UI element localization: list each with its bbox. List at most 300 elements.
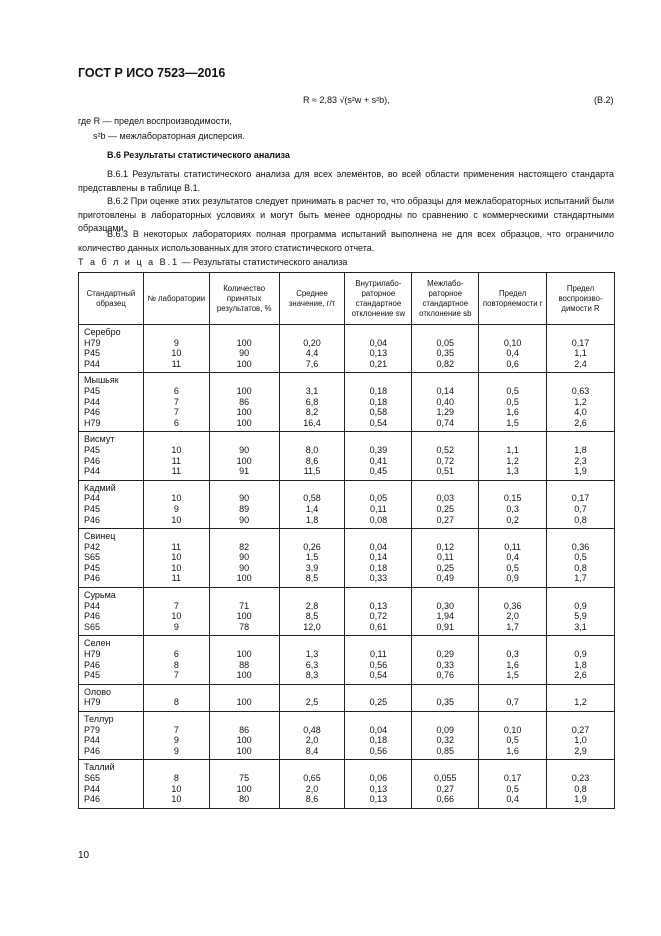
- value-cell: [412, 325, 479, 373]
- spacer: [412, 687, 478, 698]
- sample-code: P45: [84, 385, 101, 396]
- spacer: [547, 434, 614, 445]
- table-group-row: [79, 373, 615, 432]
- value-cell: [547, 588, 615, 636]
- spacer: [210, 638, 279, 649]
- cell-value: 100: [236, 735, 252, 746]
- cell-value: 91: [239, 466, 250, 477]
- spacer: [479, 687, 546, 698]
- cell-value: 100: [236, 417, 252, 428]
- sample-code: S65: [84, 552, 101, 563]
- spacer: [345, 375, 411, 386]
- value-cell: [345, 373, 412, 432]
- spacer: [210, 687, 279, 698]
- cell-value: 89: [239, 503, 250, 514]
- spacer: [345, 531, 411, 542]
- cell-value: 11: [171, 455, 181, 466]
- spacer: [412, 434, 478, 445]
- cell-lines: [280, 712, 345, 759]
- cell-value: 5,9: [574, 611, 587, 622]
- paragraph-b62: В.6.2 При оценке этих результатов следует принимать в расчет то, что образцы для межлабораторных испытаний были приготовлены в лабораторных условиях и могут быть менее однородны по сравнению с коммерческими стандартными образцами.: [78, 196, 614, 233]
- cell-lines: [547, 636, 614, 683]
- cell-lines: [280, 529, 345, 587]
- element-name: Серебро: [84, 327, 121, 337]
- cell-lines: [144, 760, 209, 807]
- table-header-row: [79, 273, 615, 325]
- cell-value: 0,055: [434, 772, 457, 783]
- cell-value: 0,27: [571, 724, 590, 735]
- cell-value: 10: [171, 552, 182, 563]
- value-cell: [209, 325, 279, 373]
- sample-code: P46: [84, 455, 101, 466]
- spacer: [479, 434, 546, 445]
- cell-value: 2,0: [305, 735, 319, 746]
- cell-value: 0,4: [506, 348, 519, 359]
- value-cell: [143, 760, 209, 808]
- value-cell: [547, 325, 615, 373]
- cell-lines: [412, 760, 478, 807]
- cell-value: 2,6: [574, 670, 587, 681]
- table-caption-label: Т а б л и ц а В.1: [78, 257, 180, 267]
- cell-lines: [144, 481, 209, 528]
- spacer: [547, 531, 614, 542]
- cell-value: 7: [173, 670, 179, 681]
- cell-lines: [345, 325, 411, 372]
- cell-lines: [479, 481, 546, 528]
- value-cell: [143, 325, 209, 373]
- cell-value: 16,4: [303, 417, 321, 428]
- sample-cell: [79, 325, 144, 373]
- cell-value: 0,74: [436, 417, 455, 428]
- value-cell: [412, 684, 479, 711]
- cell-lines: [280, 636, 345, 683]
- sample-code: P79: [84, 724, 101, 735]
- table-group-row: [79, 432, 615, 480]
- cell-value: 0,5: [506, 735, 519, 746]
- cell-value: 2,3: [574, 455, 587, 466]
- cell-value: 2,8: [305, 600, 319, 611]
- cell-value: 0,61: [369, 621, 388, 632]
- cell-lines: [479, 529, 546, 587]
- value-cell: [479, 529, 547, 588]
- cell-value: 0,91: [436, 621, 455, 632]
- cell-value: 0,85: [436, 745, 455, 756]
- sample-code: P44: [84, 600, 101, 611]
- cell-lines: [144, 432, 209, 479]
- value-cell: [412, 636, 479, 684]
- sample-cell: [79, 432, 144, 480]
- cell-value: 4,0: [574, 407, 587, 418]
- cell-value: 0,27: [436, 514, 455, 525]
- spacer: [547, 714, 614, 725]
- cell-value: 12,0: [303, 621, 321, 632]
- spacer: [280, 327, 345, 338]
- value-cell: [345, 325, 412, 373]
- cell-value: 3,9: [305, 562, 319, 573]
- cell-value: 0,04: [369, 724, 388, 735]
- cell-value: 100: [236, 697, 252, 708]
- table-body: [79, 325, 615, 809]
- value-cell: [209, 588, 279, 636]
- sample-cell: [79, 588, 144, 636]
- spacer: [479, 714, 546, 725]
- cell-value: 100: [236, 407, 252, 418]
- value-cell: [345, 636, 412, 684]
- cell-value: 0,11: [369, 649, 387, 660]
- value-cell: [547, 760, 615, 808]
- spacer: [210, 762, 279, 773]
- element-name: Олово: [84, 686, 111, 697]
- value-cell: [209, 636, 279, 684]
- header-within-lab-sd: Внутрилабораторное стандартное отклонение sw: [345, 273, 412, 325]
- sample-code: P45: [84, 562, 101, 573]
- cell-value: 0,17: [571, 493, 590, 504]
- cell-value: 0,58: [303, 493, 321, 504]
- cell-lines: [412, 373, 478, 431]
- cell-lines: [547, 529, 614, 587]
- cell-value: 0,5: [506, 385, 519, 396]
- cell-lines: [345, 373, 411, 431]
- header-mean: Среднее значение, г/т: [279, 273, 345, 325]
- cell-value: 1,2: [574, 396, 587, 407]
- cell-lines: [280, 588, 345, 635]
- cell-value: 0,23: [571, 772, 590, 783]
- cell-lines: [479, 685, 546, 711]
- spacer: [412, 590, 478, 601]
- spacer: [280, 714, 345, 725]
- cell-lines: [547, 712, 614, 759]
- value-cell: [345, 432, 412, 480]
- cell-value: 10: [171, 444, 182, 455]
- sample-code: P42: [84, 541, 101, 552]
- table-group-row: [79, 712, 615, 760]
- value-cell: [345, 480, 412, 528]
- cell-value: 1,5: [305, 552, 319, 563]
- cell-value: 0,09: [436, 724, 455, 735]
- cell-value: 0,8: [574, 783, 587, 794]
- spacer: [280, 590, 345, 601]
- value-cell: [345, 712, 412, 760]
- sample-code: S65: [84, 772, 101, 783]
- cell-value: 0,66: [436, 794, 455, 805]
- spacer: [547, 638, 614, 649]
- cell-value: 0,14: [369, 552, 388, 563]
- cell-value: 0,13: [369, 600, 388, 611]
- cell-value: 90: [239, 514, 250, 525]
- cell-value: 100: [236, 573, 252, 584]
- cell-lines: [412, 481, 478, 528]
- cell-value: 0,5: [506, 562, 519, 573]
- cell-lines: [479, 432, 546, 479]
- cell-lines: [84, 325, 143, 372]
- sample-code: P44: [84, 466, 101, 477]
- cell-value: 8: [173, 697, 179, 708]
- cell-value: 1,3: [506, 466, 519, 477]
- sample-code: P46: [84, 659, 101, 670]
- cell-value: 0,26: [303, 541, 321, 552]
- cell-value: 6: [173, 417, 179, 428]
- table-caption: [78, 257, 347, 267]
- cell-lines: [479, 712, 546, 759]
- spacer: [144, 434, 209, 445]
- cell-value: 11: [171, 466, 181, 477]
- table-group-row: [79, 760, 615, 808]
- value-cell: [143, 712, 209, 760]
- value-cell: [479, 588, 547, 636]
- cell-lines: [345, 529, 411, 587]
- spacer: [345, 762, 411, 773]
- cell-value: 1,4: [305, 503, 319, 514]
- cell-lines: [479, 373, 546, 431]
- cell-lines: [412, 432, 478, 479]
- cell-value: 0,39: [369, 444, 388, 455]
- cell-lines: [84, 712, 143, 759]
- cell-lines: [84, 685, 143, 711]
- element-name: Селен: [84, 638, 111, 649]
- spacer: [280, 762, 345, 773]
- cell-value: 88: [239, 659, 250, 670]
- spacer: [547, 687, 614, 698]
- spacer: [144, 590, 209, 601]
- cell-value: 0,72: [369, 611, 388, 622]
- value-cell: [279, 636, 345, 684]
- cell-value: 1,8: [574, 659, 587, 670]
- cell-value: 8,3: [305, 670, 319, 681]
- value-cell: [479, 325, 547, 373]
- table-group-row: [79, 588, 615, 636]
- spacer: [345, 687, 411, 698]
- cell-value: 1,6: [506, 659, 519, 670]
- spacer: [144, 762, 209, 773]
- cell-value: 0,35: [436, 348, 455, 359]
- cell-value: 8,4: [305, 745, 319, 756]
- cell-value: 10: [171, 611, 182, 622]
- cell-value: 0,13: [369, 348, 388, 359]
- cell-value: 0,18: [369, 562, 388, 573]
- cell-value: 0,18: [369, 385, 388, 396]
- cell-value: 9: [173, 337, 179, 348]
- cell-value: 0,11: [369, 503, 387, 514]
- spacer: [144, 714, 209, 725]
- spacer: [547, 590, 614, 601]
- cell-value: 1,3: [305, 649, 319, 660]
- cell-value: 0,14: [436, 385, 455, 396]
- cell-value: 80: [239, 794, 250, 805]
- cell-lines: [210, 529, 279, 587]
- paragraph-b61: В.6.1 Результаты статистического анализа для всех элементов, во всей области применения настоящего стандарта представлены в таблице В.1.: [78, 169, 614, 193]
- cell-value: 0,2: [506, 514, 519, 525]
- spacer: [412, 483, 478, 494]
- cell-value: 0,17: [503, 772, 522, 783]
- cell-value: 2,5: [305, 697, 319, 708]
- cell-value: 8,5: [305, 611, 319, 622]
- cell-value: 75: [239, 772, 250, 783]
- cell-value: 0,05: [436, 337, 455, 348]
- value-cell: [143, 373, 209, 432]
- cell-value: 0,51: [436, 466, 455, 477]
- cell-value: 11: [171, 541, 181, 552]
- cell-value: 1,5: [506, 417, 519, 428]
- value-cell: [209, 712, 279, 760]
- cell-value: 3,1: [574, 621, 587, 632]
- cell-value: 0,32: [436, 735, 455, 746]
- value-cell: [279, 432, 345, 480]
- cell-value: 1,1: [574, 348, 587, 359]
- cell-value: 0,25: [436, 562, 455, 573]
- spacer: [479, 762, 546, 773]
- cell-value: 100: [236, 783, 252, 794]
- sample-cell: [79, 529, 144, 588]
- cell-lines: [144, 685, 209, 711]
- cell-value: 71: [239, 600, 250, 611]
- cell-lines: [345, 432, 411, 479]
- value-cell: [279, 684, 345, 711]
- cell-lines: [412, 636, 478, 683]
- spacer: [479, 327, 546, 338]
- cell-value: 0,13: [369, 783, 388, 794]
- value-cell: [143, 432, 209, 480]
- cell-lines: [144, 636, 209, 683]
- cell-value: 0,27: [436, 783, 455, 794]
- spacer: [412, 375, 478, 386]
- value-cell: [143, 480, 209, 528]
- value-cell: [479, 684, 547, 711]
- cell-lines: [84, 373, 143, 431]
- cell-value: 11: [171, 358, 181, 369]
- cell-value: 100: [236, 670, 252, 681]
- legend-line-sb: s²b — межлабораторная дисперсия.: [93, 131, 245, 141]
- value-cell: [479, 373, 547, 432]
- cell-value: 0,48: [303, 724, 321, 735]
- formula-expression: R ≈ 2,83 √(s²w + s²b),: [303, 95, 390, 105]
- header-accepted-results: Количество принятых результатов, %: [209, 273, 279, 325]
- spacer: [345, 714, 411, 725]
- cell-lines: [547, 588, 614, 635]
- element-name: Теллур: [84, 714, 114, 724]
- cell-value: 0,63: [571, 385, 590, 396]
- cell-lines: [345, 636, 411, 683]
- cell-value: 90: [239, 444, 250, 455]
- cell-lines: [84, 588, 143, 635]
- spacer: [210, 483, 279, 494]
- value-cell: [547, 684, 615, 711]
- value-cell: [412, 480, 479, 528]
- value-cell: [279, 529, 345, 588]
- cell-lines: [144, 325, 209, 372]
- element-name: Свинец: [84, 531, 116, 542]
- cell-value: 0,58: [369, 407, 388, 418]
- table-group-row: [79, 529, 615, 588]
- cell-value: 1,0: [574, 735, 587, 746]
- sample-code: P46: [84, 611, 101, 622]
- cell-value: 0,36: [503, 600, 522, 611]
- cell-value: 0,08: [369, 514, 388, 525]
- cell-lines: [84, 636, 143, 683]
- cell-lines: [479, 588, 546, 635]
- table-group-row: [79, 636, 615, 684]
- cell-lines: [144, 712, 209, 759]
- cell-value: 11,5: [303, 466, 321, 477]
- value-cell: [412, 588, 479, 636]
- cell-value: 1,7: [574, 573, 587, 584]
- cell-value: 0,9: [506, 573, 519, 584]
- element-name: Висмут: [84, 434, 115, 445]
- cell-value: 86: [239, 396, 250, 407]
- value-cell: [279, 480, 345, 528]
- cell-value: 8: [173, 772, 179, 783]
- sample-code: P44: [84, 783, 101, 794]
- page-header-title: ГОСТ Р ИСО 7523—2016: [78, 66, 226, 80]
- sample-code: P46: [84, 514, 101, 525]
- sample-code: P46: [84, 573, 101, 584]
- cell-lines: [547, 373, 614, 431]
- value-cell: [279, 325, 345, 373]
- section-title: В.6 Результаты статистического анализа: [107, 150, 290, 160]
- cell-value: 0,03: [436, 493, 455, 504]
- cell-value: 0,15: [503, 493, 522, 504]
- spacer: [144, 687, 209, 698]
- cell-value: 90: [239, 562, 250, 573]
- cell-value: 2,6: [574, 417, 587, 428]
- cell-lines: [412, 588, 478, 635]
- cell-lines: [345, 760, 411, 807]
- cell-lines: [210, 760, 279, 807]
- value-cell: [479, 760, 547, 808]
- spacer: [479, 375, 546, 386]
- cell-value: 1,8: [305, 514, 319, 525]
- spacer: [547, 762, 614, 773]
- header-repeatability: Предел повторяемости r: [479, 273, 547, 325]
- value-cell: [412, 373, 479, 432]
- value-cell: [209, 373, 279, 432]
- sample-code: H79: [84, 697, 101, 708]
- cell-lines: [547, 325, 614, 372]
- cell-lines: [144, 529, 209, 587]
- spacer: [210, 714, 279, 725]
- cell-lines: [210, 373, 279, 431]
- spacer: [547, 483, 614, 494]
- cell-lines: [210, 685, 279, 711]
- cell-value: 1,8: [574, 444, 587, 455]
- cell-value: 9: [173, 503, 179, 514]
- value-cell: [143, 636, 209, 684]
- sample-code: H79: [84, 649, 101, 660]
- cell-value: 8,6: [305, 794, 319, 805]
- cell-value: 0,9: [574, 649, 587, 660]
- spacer: [412, 762, 478, 773]
- cell-value: 0,5: [574, 552, 587, 563]
- cell-value: 0,18: [369, 396, 388, 407]
- formula-b2: [0, 95, 661, 111]
- cell-value: 7,6: [305, 358, 319, 369]
- sample-code: P46: [84, 745, 101, 756]
- cell-value: 0,33: [436, 659, 455, 670]
- cell-value: 100: [236, 745, 252, 756]
- cell-value: 0,7: [574, 503, 587, 514]
- cell-value: 0,8: [574, 514, 587, 525]
- spacer: [412, 327, 478, 338]
- value-cell: [479, 480, 547, 528]
- value-cell: [345, 529, 412, 588]
- cell-value: 0,54: [369, 417, 388, 428]
- value-cell: [547, 712, 615, 760]
- cell-lines: [84, 481, 143, 528]
- sample-code: S65: [84, 621, 101, 632]
- cell-lines: [210, 325, 279, 372]
- spacer: [412, 638, 478, 649]
- cell-value: 0,6: [506, 358, 519, 369]
- element-name: Таллий: [84, 762, 115, 773]
